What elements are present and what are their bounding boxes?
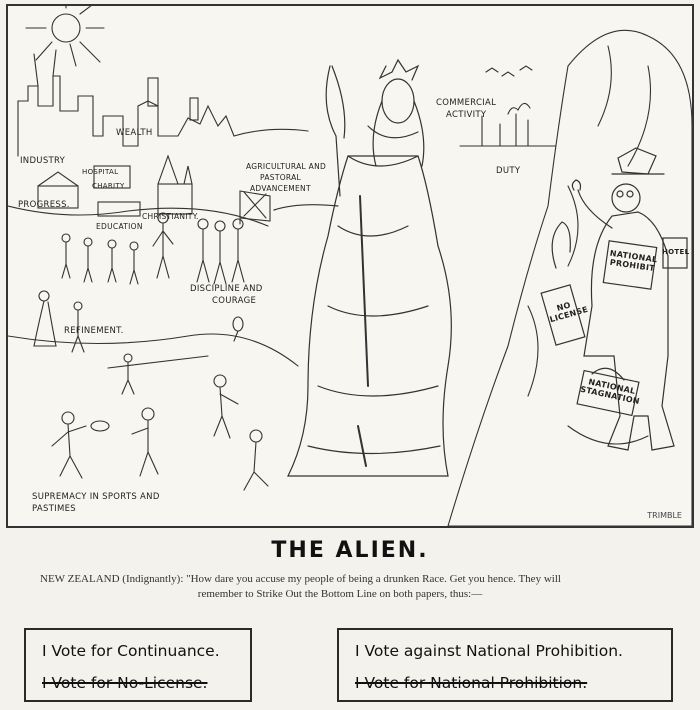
label-christianity: CHRISTIANITY. bbox=[142, 212, 199, 221]
ballot-struck-line: I Vote for National Prohibition. bbox=[355, 674, 588, 692]
label-charity: CHARITY bbox=[92, 182, 125, 190]
cartoon-title: THE ALIEN. bbox=[271, 538, 429, 563]
ballot-kept-line: I Vote for Continuance. bbox=[42, 642, 220, 660]
label-progress: PROGRESS. bbox=[18, 200, 70, 210]
label-no-license: NO LICENSE bbox=[548, 300, 590, 325]
label-supremacy-2: PASTIMES bbox=[32, 504, 76, 514]
label-duty: DUTY bbox=[496, 166, 521, 176]
label-agricultural-3: ADVANCEMENT bbox=[250, 184, 311, 193]
label-refinement: REFINEMENT. bbox=[64, 326, 124, 336]
label-agricultural-2: PASTORAL bbox=[260, 173, 302, 182]
label-national-prohibition: NATIONAL PROHIBIT bbox=[609, 248, 658, 274]
label-commercial-2: ACTIVITY bbox=[446, 110, 487, 120]
caption-line-1: NEW ZEALAND (Indignantly): "How dare you accuse my people of being a drunken Race. Get you hence. They will bbox=[40, 573, 561, 585]
cartoon-drawing bbox=[8, 6, 692, 526]
ballot-continuance bbox=[24, 628, 252, 702]
ballot-kept-line: I Vote against National Prohibition. bbox=[355, 642, 623, 660]
label-discipline-1: DISCIPLINE AND bbox=[190, 284, 263, 294]
label-education: EDUCATION bbox=[96, 222, 143, 231]
cartoon-caption bbox=[40, 572, 670, 602]
cartoon-illustration bbox=[6, 4, 694, 528]
label-discipline-2: COURAGE bbox=[212, 296, 257, 306]
sun-icon bbox=[26, 6, 104, 66]
label-agricultural-1: AGRICULTURAL AND bbox=[246, 162, 327, 171]
caption-line-2: remember to Strike Out the Bottom Line on both papers, thus:— bbox=[197, 588, 483, 600]
label-commercial-1: COMMERCIAL bbox=[436, 98, 497, 108]
ballot-struck-line: I Vote for No-License. bbox=[42, 674, 208, 692]
label-wealth: WEALTH bbox=[116, 128, 153, 138]
artist-signature: TRIMBLE bbox=[647, 511, 682, 520]
label-national-stagnation: NATIONAL STAGNATION bbox=[579, 377, 641, 407]
label-supremacy-1: SUPREMACY IN SPORTS AND bbox=[32, 492, 160, 502]
label-hospital: HOSPITAL bbox=[82, 168, 119, 176]
ballot-national-prohibition bbox=[337, 628, 673, 702]
label-hotel: HOTEL bbox=[662, 248, 690, 256]
label-industry: INDUSTRY bbox=[20, 156, 66, 166]
